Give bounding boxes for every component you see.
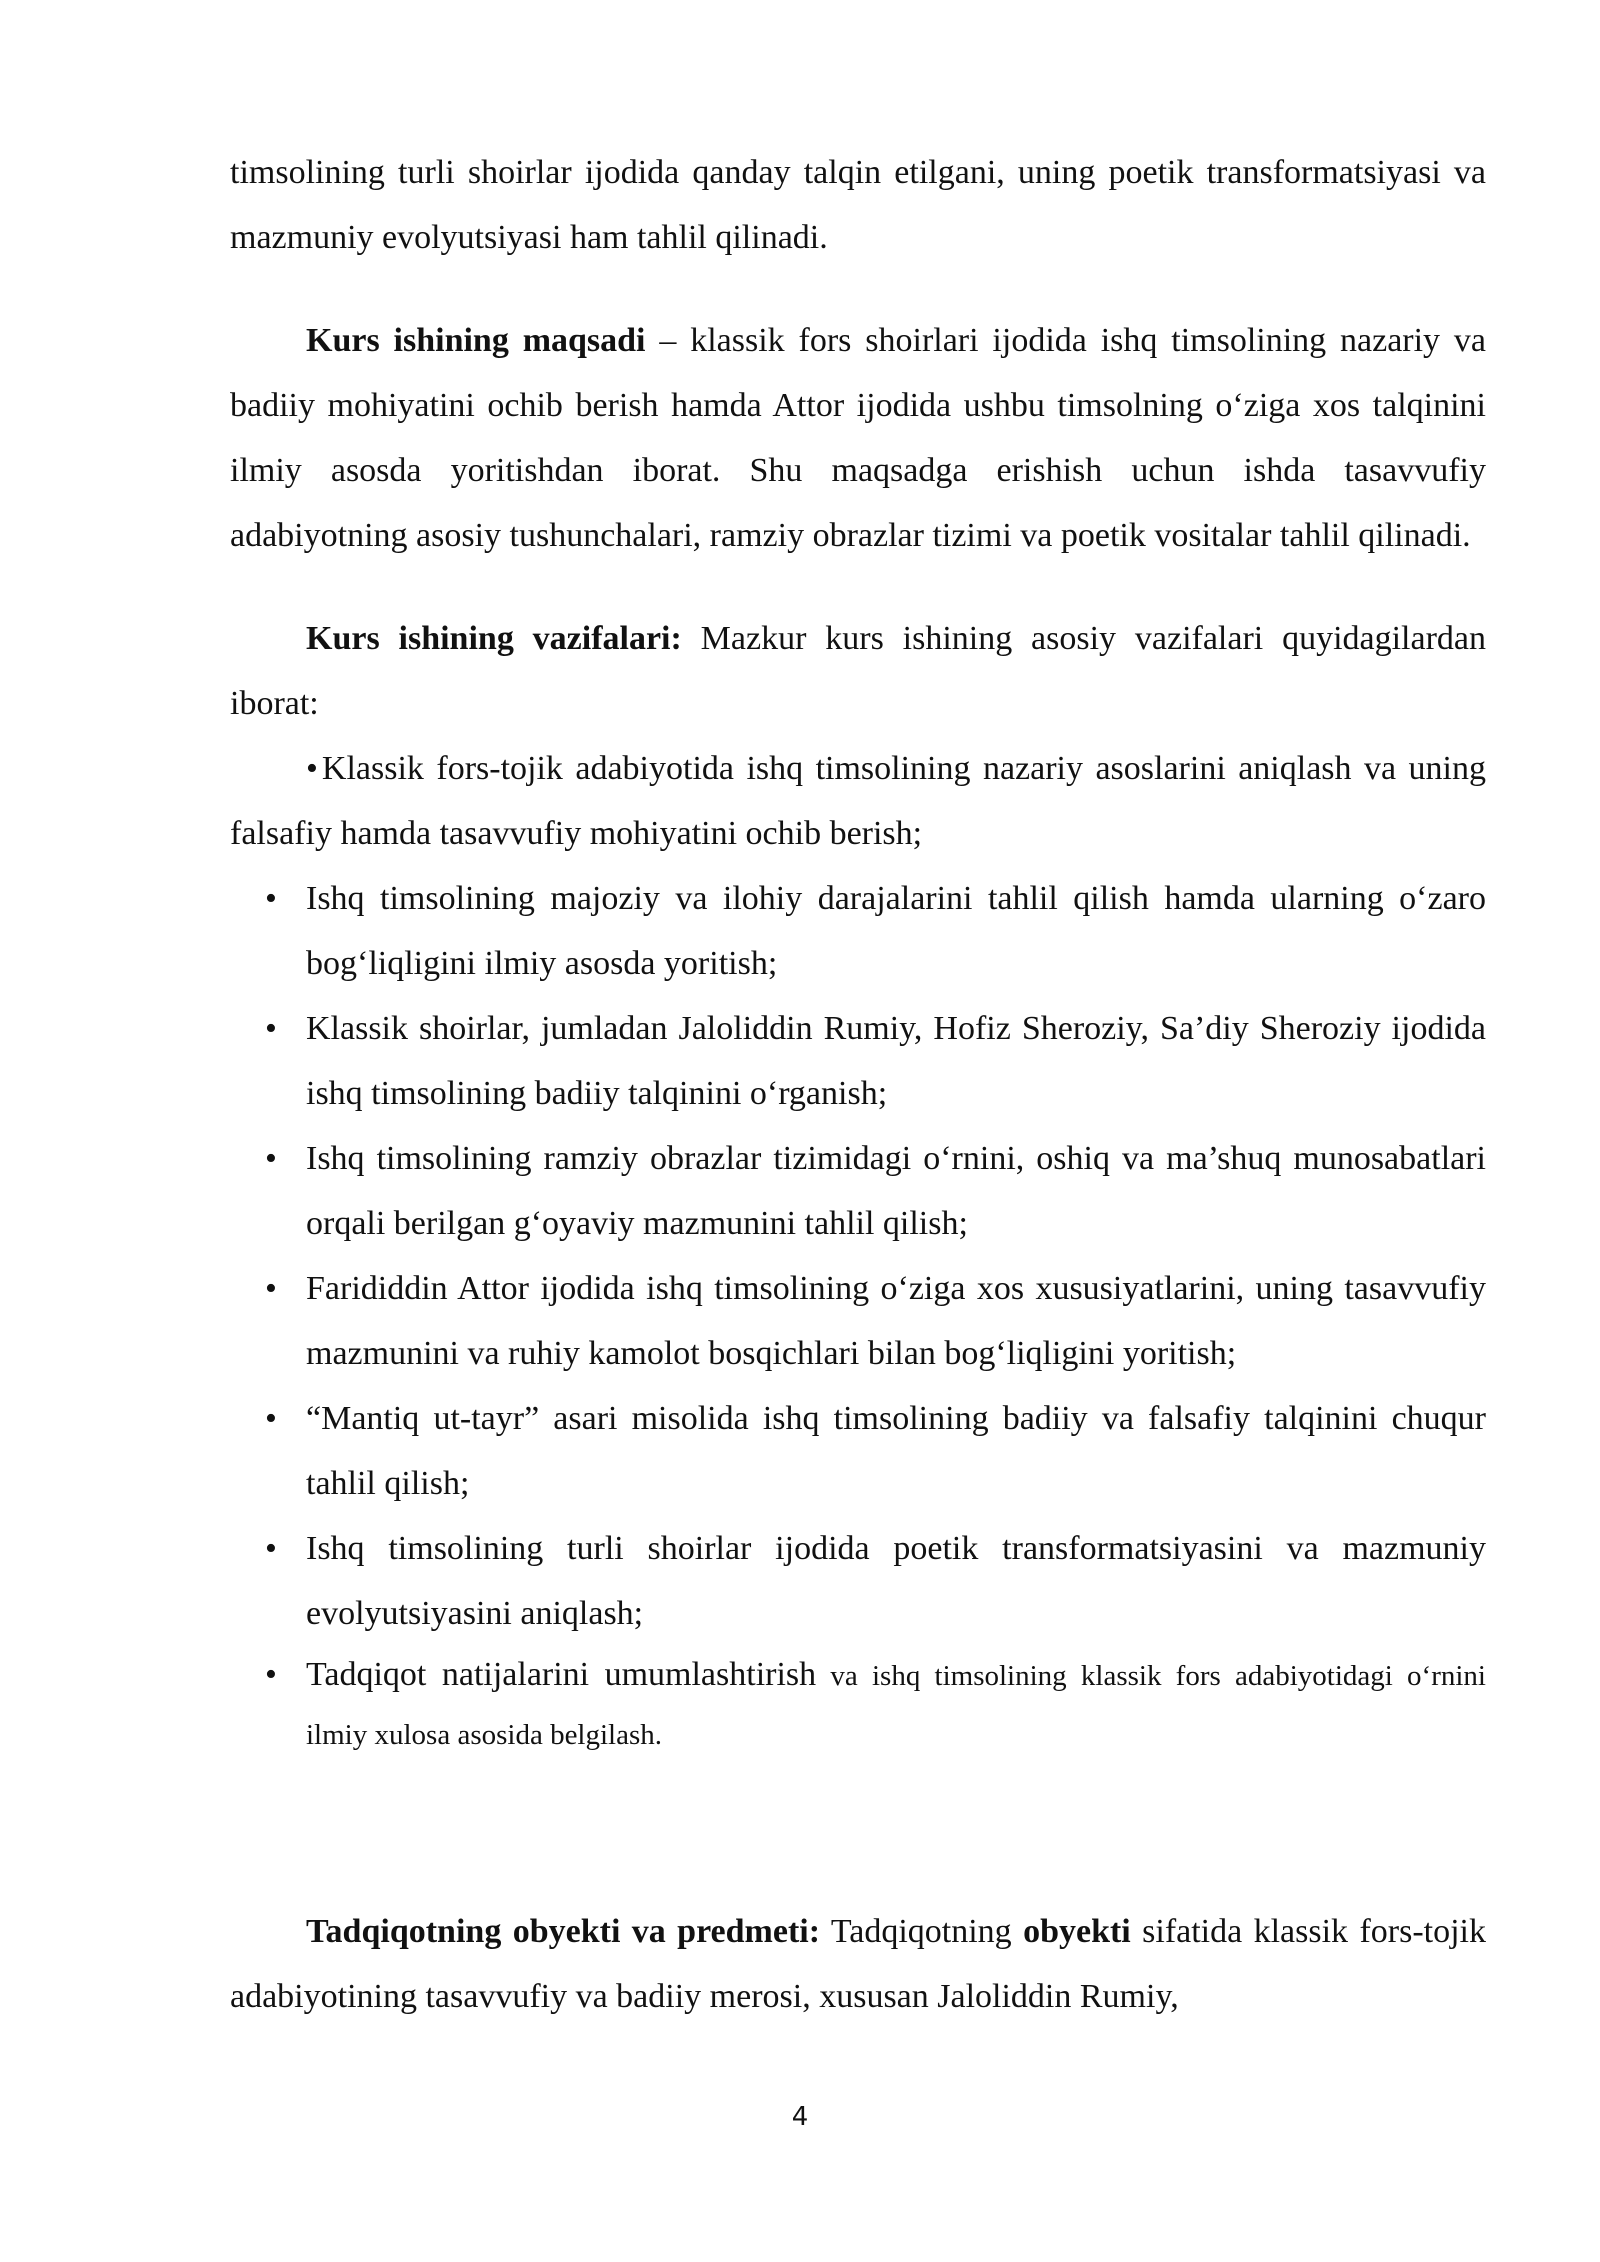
intro-paragraph-end: timsolining turli shoirlar ijodida qanday talqin etilgani, uning poetik transformatsiyasi va mazmuniy evolyutsiyasi ham tahlil qilinadi. <box>230 154 1486 256</box>
bullet-icon: • <box>265 1400 277 1437</box>
list-item: • Tadqiqot natijalarini umumlashtirish va ishq timsolining klassik fors adabiyotidagi o‘rnini ilmiy xulosa asosida belgilash. <box>230 1646 1486 1764</box>
object-paragraph: Tadqiqotning obyekti va predmeti: Tadqiqotning obyekti sifatida klassik fors-tojik adabiyotining tasavvufiy va badiiy merosi, xususan Jaloliddin Rumiy, <box>230 1913 1486 2015</box>
bullet-icon: • <box>265 880 277 917</box>
list-item: • Ishq timsolining turli shoirlar ijodida poetik transformatsiyasini va mazmuniy evolyutsiyasini aniqlash; <box>230 1516 1486 1646</box>
bullet-icon: • <box>265 1140 277 1177</box>
goal-title: Kurs ishining maqsadi <box>306 322 646 359</box>
bullet-icon: • <box>265 1270 277 1307</box>
tasks-list <box>230 736 1486 1764</box>
bullet-icon: • <box>265 1656 277 1693</box>
goal-paragraph <box>230 308 1486 568</box>
object-keyword: obyekti <box>1023 1913 1131 1950</box>
page-content <box>230 140 1486 2029</box>
list-item: • Ishq timsolining majoziy va ilohiy darajalarini tahlil qilish hamda ularning o‘zaro bog‘liqligini ilmiy asosda yoritish; <box>230 866 1486 996</box>
bullet-icon: • <box>265 1010 277 1047</box>
object-title: Tadqiqotning obyekti va predmeti: <box>306 1913 821 1950</box>
list-item: • Klassik shoirlar, jumladan Jaloliddin Rumiy, Hofiz Sheroziy, Sa’diy Sheroziy ijodida ishq timsolining badiiy talqinini o‘rganish; <box>230 996 1486 1126</box>
list-item: • Ishq timsolining ramziy obrazlar tizimidagi o‘rnini, oshiq va ma’shuq munosabatlari orqali berilgan g‘oyaviy mazmunini tahlil qilish; <box>230 1126 1486 1256</box>
tasks-paragraph <box>230 606 1486 736</box>
goal-text: – klassik fors shoirlari ijodida ishq timsolining nazariy va badiiy mohiyatini ochib berish hamda Attor ijodida ushbu timsolning o‘ziga xos talqinini ilmiy asosda yoritishdan iborat. Shu maqsadga erishish uchun ishda tasavvufiy adabiyotning asosiy tushunchalari, ramziy obrazlar tizimi va poetik vositalar tahlil qilinadi. <box>230 322 1487 554</box>
tasks-intro-text: Mazkur kurs ishining asosiy vazifalari quyidagilardan iborat: <box>230 620 1487 722</box>
list-item: • “Mantiq ut-tayr” asari misolida ishq timsolining badiiy va falsafiy talqinini chuqur tahlil qilish; <box>230 1386 1486 1516</box>
tasks-title: Kurs ishining vazifalari: <box>306 620 682 657</box>
bullet-icon: • <box>306 750 318 787</box>
page-number: 4 <box>791 2102 809 2132</box>
list-item: • Klassik fors-tojik adabiyotida ishq timsolining nazariy asoslarini aniqlash va uning falsafiy hamda tasavvufiy mohiyatini ochib berish; <box>230 750 1486 852</box>
bullet-icon: • <box>265 1530 277 1567</box>
list-item: • Farididdin Attor ijodida ishq timsolining o‘ziga xos xususiyatlarini, uning tasavvufiy mazmunini va ruhiy kamolot bosqichlari bilan bog‘liqligini yoritish; <box>230 1256 1486 1386</box>
